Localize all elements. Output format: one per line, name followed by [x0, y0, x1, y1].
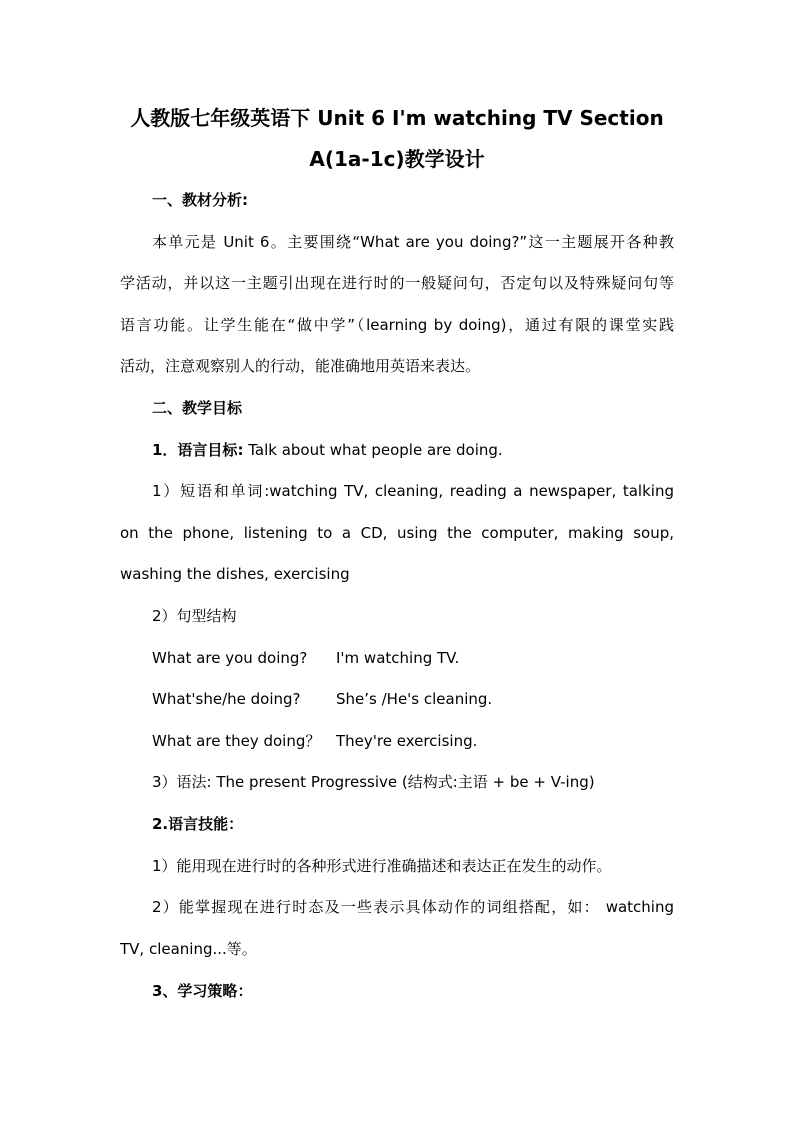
document-title-line-2: A(1a-1c)教学设计 — [309, 147, 485, 171]
goal-language-line — [152, 439, 503, 461]
paragraph-line: 活动，注意观察别人的行动，能准确地用英语来表达。 — [120, 357, 481, 375]
paragraph-line: 学活动，并以这一主题引出现在进行时的一般疑问句，否定句以及特殊疑问句等 — [120, 274, 674, 292]
sentence-question: What are they doing？ — [152, 732, 321, 750]
skill-line: 1）能用现在进行时的各种形式进行准确描述和表达正在发生的动作。 — [152, 857, 612, 875]
paragraph-line: 语言功能。让学生能在“做中学”（learning by doing)，通过有限的课堂实践 — [120, 316, 674, 334]
sentence-answer: They're exercising. — [336, 732, 478, 750]
section-heading-learning-strategies: 3、学习策略： — [152, 982, 253, 1000]
sentence-answer: She’s /He's cleaning. — [336, 690, 493, 708]
vocab-line: washing the dishes, exercising — [120, 565, 350, 583]
section-heading-teaching-goals: 二、教学目标 — [152, 399, 243, 417]
sentence-answer: I'm watching TV. — [336, 649, 460, 667]
skill-line: TV, cleaning...等。 — [120, 940, 257, 958]
document-title-line-1: 人教版七年级英语下 Unit 6 I'm watching TV Section — [130, 106, 664, 130]
sentence-structure-heading: 2）句型结构 — [152, 607, 237, 625]
goal-language-text: Talk about what people are doing. — [243, 441, 503, 459]
paragraph-line: 本单元是 Unit 6。主要围绕“What are you doing?”这一主题展开各种教 — [152, 233, 674, 251]
skill-line: 2）能掌握现在进行时态及一些表示具体动作的词组搭配，如： watching — [152, 898, 674, 916]
goal-language-heading: 1．语言目标: — [152, 441, 244, 459]
vocab-line: on the phone, listening to a CD, using the computer, making soup, — [120, 524, 674, 542]
sentence-question: What are you doing? — [152, 649, 308, 667]
vocab-line: 1）短语和单词:watching TV, cleaning, reading a newspaper, talking — [152, 482, 674, 500]
grammar-line: 3）语法: The present Progressive (结构式:主语 + be + V-ing) — [152, 773, 595, 791]
section-heading-language-skills: 2.语言技能： — [152, 815, 244, 833]
section-heading-material-analysis: 一、教材分析: — [152, 191, 248, 209]
sentence-question: What'she/he doing? — [152, 690, 301, 708]
